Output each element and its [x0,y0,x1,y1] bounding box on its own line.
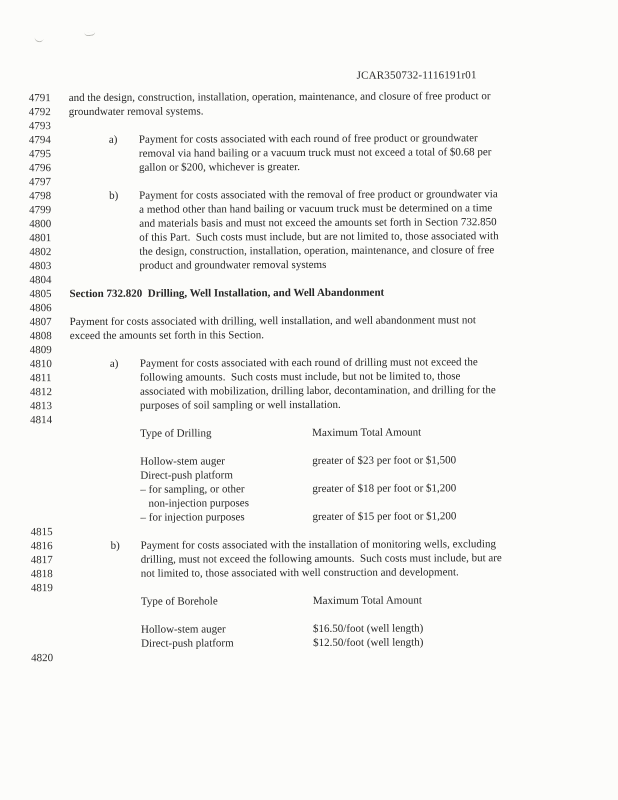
line-number [30,455,70,469]
line-number [30,497,70,511]
table-col2: greater of $15 per foot or $1,200 [312,510,457,523]
table-col1: non-injection purposes [148,497,249,510]
list-item-label: a) [109,357,119,370]
table-col1: Hollow-stem auger [140,455,225,468]
table-col2: Maximum Total Amount [312,426,422,439]
table-col1: Direct-push platform [140,469,233,482]
line-number: 4806 [29,302,52,315]
line-number [31,623,71,637]
paragraph-text: and the design, construction, installation, operation, maintenance, and closure of free product or [68,90,491,105]
table-col2: $16.50/foot (well length) [312,622,424,635]
section-heading: Section 732.820 Drilling, Well Installation, and Well Abandonment [69,286,385,301]
table-col2: Maximum Total Amount [312,594,422,607]
line-number [30,469,70,483]
table-col1: Type of Borehole [140,595,218,608]
list-item-label: b) [110,539,120,552]
document-reference-number: JCAR350732-1116191r01 [356,69,477,82]
table-col2: greater of $18 per foot or $1,200 [312,482,457,495]
line-number: 4796 [28,162,52,175]
line-number [31,637,71,651]
line-number [30,511,70,525]
list-item-text: a method other than hand bailing or vacuum truck must be determined on a time [139,202,493,216]
line-number [30,427,70,441]
line-number: 4817 [30,554,53,567]
line-number: 4795 [28,148,51,161]
line-number: 4808 [29,330,52,343]
list-item-text: drilling, must not exceed the following amounts. Such costs must include, but are [140,552,502,566]
table-col1: Type of Drilling [140,427,212,440]
table-col1: – for injection purposes [140,511,245,524]
list-item-label: b) [109,189,119,202]
line-number: 4816 [30,540,53,553]
paragraph-text: groundwater removal systems. [68,105,204,119]
line-number: 4799 [29,204,52,217]
line-number: 4803 [29,260,52,273]
line-number: 4819 [30,582,53,595]
line-number [31,595,71,609]
line-number: 4812 [29,386,52,399]
list-item-text: Payment for costs associated with the removal of free product or groundwater via [139,188,498,202]
line-number: 4798 [29,190,52,203]
document-body [0,89,618,666]
line-number: 4814 [30,414,53,427]
line-number: 4800 [29,218,52,231]
line-number: 4811 [29,372,52,385]
line-number: 4810 [29,358,52,371]
list-item-text: purposes of soil sampling or well installation. [139,398,341,412]
list-item-text: associated with mobilization, drilling labor, decontamination, and drilling for the [139,384,496,398]
line-number: 4792 [28,106,51,119]
line-number [30,441,70,455]
line-number: 4797 [29,176,52,189]
paragraph-text: Payment for costs associated with drilling, well installation, and well abandonment must not [69,314,477,329]
list-item-text: the design, construction, installation, operation, maintenance, and closure of free [139,244,495,258]
line-number: 4804 [29,274,52,287]
line-number: 4807 [29,316,52,329]
line-number: 4805 [29,288,52,301]
line-number: 4820 [31,652,54,665]
list-item-text: removal via hand bailing or a vacuum truck must not exceed a total of $0.68 per [138,146,492,160]
table-col1: Direct-push platform [141,637,234,650]
paragraph-text: exceed the amounts set forth in this Section. [69,329,265,343]
list-item-text: gallon or $200, whichever is greater. [138,161,300,174]
blank-line [1,649,618,666]
line-number: 4802 [29,246,52,259]
stray-scan-mark [84,31,95,36]
table-col2: $12.50/foot (well length) [313,636,424,649]
list-item-text: following amounts. Such costs must include, but not be limited to, those [139,370,461,384]
table-col1: – for sampling, or other [140,483,245,496]
list-item-text: of this Part. Such costs must include, but are not limited to, those associated with [139,230,499,244]
line-number: 4809 [29,344,52,357]
list-item-text: Payment for costs associated with each round of drilling must not exceed the [139,356,478,370]
list-item-text: and materials basis and must not exceed the amounts set forth in Section 732.850 [139,216,497,230]
line-number [30,483,70,497]
line-number: 4818 [30,568,53,581]
list-item-text: Payment for costs associated with each round of free product or groundwater [138,132,478,146]
line-number: 4801 [29,232,52,245]
list-item-text: Payment for costs associated with the installation of monitoring wells, excluding [140,538,496,552]
table-col2: greater of $23 per foot or $1,500 [312,454,457,467]
line-number: 4815 [30,526,53,539]
line-number [31,609,71,623]
stray-scan-mark [34,36,44,42]
table-col1: Hollow-stem auger [140,623,226,636]
line-number: 4793 [28,120,51,133]
line-number: 4794 [28,134,51,147]
line-number: 4813 [29,400,53,413]
line-number: 4791 [28,92,51,105]
list-item-text: product and groundwater removal systems [139,258,327,272]
list-item-text: not limited to, those associated with well construction and development. [140,566,459,580]
list-item-label: a) [108,133,118,146]
